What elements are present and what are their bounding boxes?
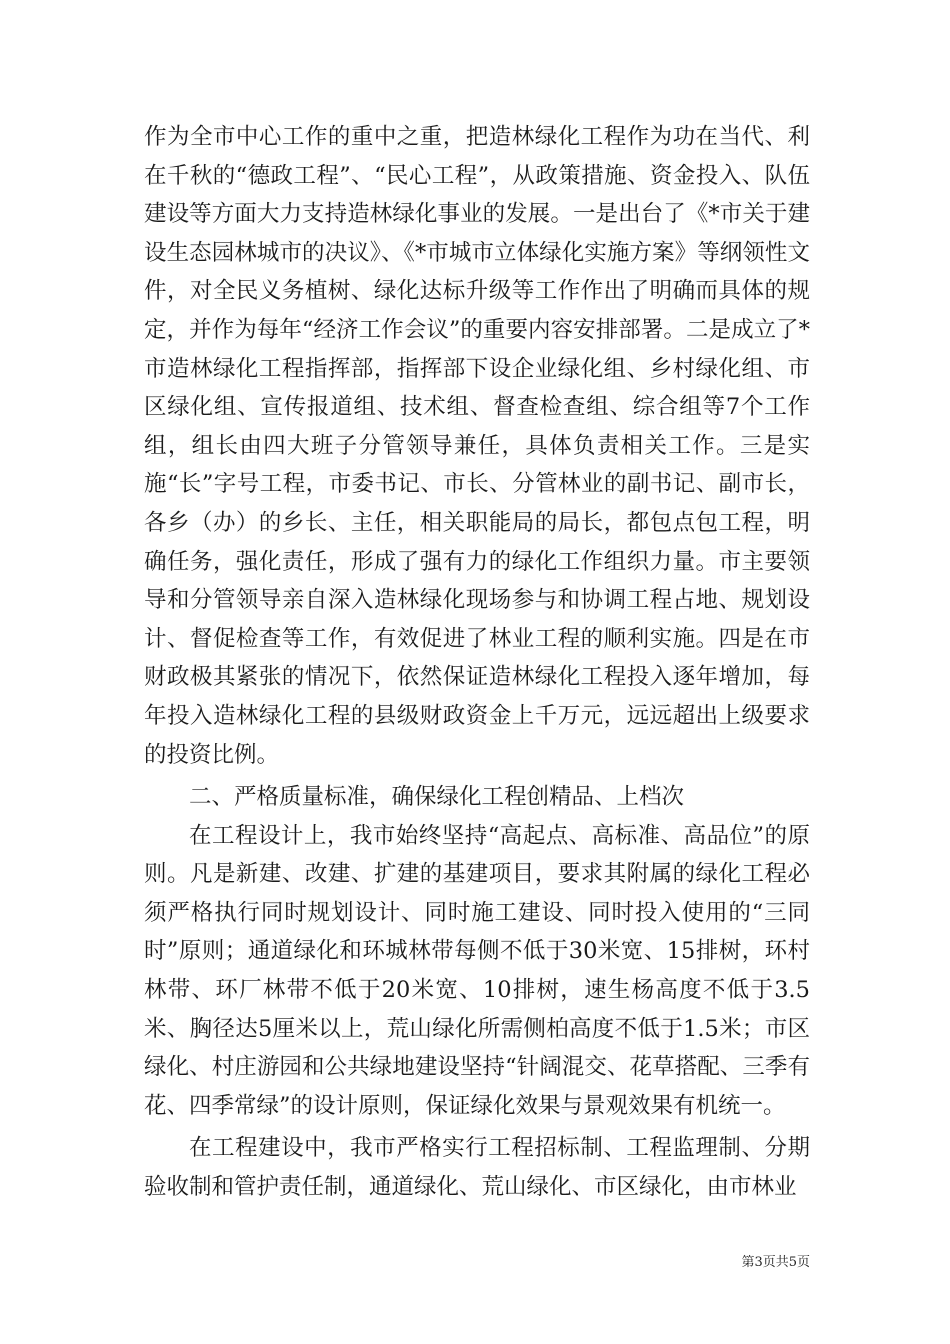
paragraph-design: 在工程设计上，我市始终坚持“高起点、高标准、高品位”的原则。凡是新建、改建、扩建的基建项目，要求其附属的绿化工程必须严格执行同时规划设计、同时施工建设、同时投入使用的“三同时”原则；通道绿化和环城林带每侧不低于30米宽、15排树，环村林带、环厂林带不低于20米宽、10排树，速生杨高度不低于3.5米、胸径达5厘米以上，荒山绿化所需侧柏高度不低于1.5米；市区绿化、村庄游园和公共绿地建设坚持“针阔混交、花草搭配、三季有花、四季常绿”的设计原则，保证绿化效果与景观效果有机统一。 [144,822,810,1119]
page-number: 第3页共5页 [741,1255,810,1270]
paragraph-continuation: 作为全市中心工作的重中之重，把造林绿化工程作为功在当代、利在千秋的“德政工程”、“民心工程”，从政策措施、资金投入、队伍建设等方面大力支持造林绿化事业的发展。一是出台了《*市关于建设生态园林城市的决议》、《*市城市立体绿化实施方案》等纲领性文件，对全民义务植树、绿化达标升级等工作作出了明确而具体的规定，并作为每年“经济工作会议”的重要内容安排部署。二是成立了*市造林绿化工程指挥部，指挥部下设企业绿化组、乡村绿化组、市区绿化组、宣传报道组、技术组、督查检查组、综合组等7个工作组，组长由四大班子分管领导兼任，具体负责相关工作。三是实施“长”字号工程，市委书记、市长、分管林业的副书记、副市长，各乡（办）的乡长、主任，相关职能局的局长，都包点包工程，明确任务，强化责任，形成了强有力的绿化工作组织力量。市主要领导和分管领导亲自深入造林绿化现场参与和协调工程占地、规划设计、督促检查等工作，有效促进了林业工程的顺利实施。四是在市财政极其紧张的情况下，依然保证造林绿化工程投入逐年增加，每年投入造林绿化工程的县级财政资金上千万元，远远超出上级要求的投资比例。 [144,124,810,768]
paragraph-construction: 在工程建设中，我市严格实行工程招标制、工程监理制、分期验收制和管护责任制，通道绿化、荒山绿化、市区绿化，由市林业 [144,1135,810,1201]
document-body [144,118,810,1207]
section-heading: 二、严格质量标准，确保绿化工程创精品、上档次 [189,784,685,811]
